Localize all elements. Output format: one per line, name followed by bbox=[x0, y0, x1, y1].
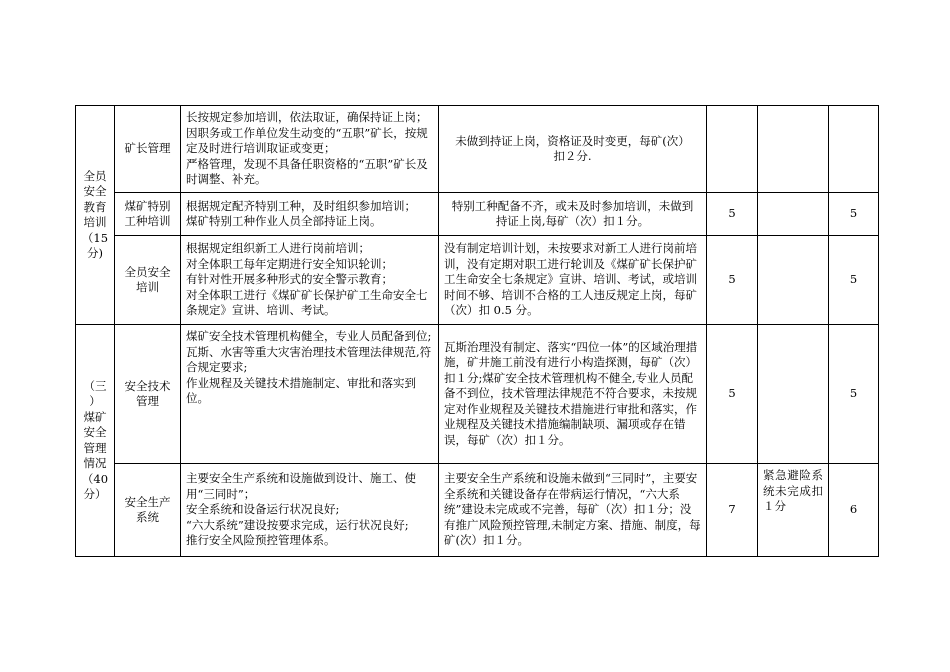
item-cell: 矿长管理 bbox=[115, 106, 181, 193]
score-cell: 5 bbox=[829, 236, 879, 325]
table-row bbox=[76, 325, 879, 464]
score-cell bbox=[829, 106, 879, 193]
standard-cell: 煤矿安全技术管理机构健全，专业人员配备到位; 瓦斯、水害等重大灾害治理技术管理法律规范,符合规定要求; 作业规程及关键技术措施制定、审批和落实到位。 bbox=[181, 325, 439, 464]
category-cell: （三 ） 煤矿 安全 管理 情况 （40 分） bbox=[76, 325, 115, 557]
table-row bbox=[76, 464, 879, 557]
standard-cell: 根据规定组织新工人进行岗前培训； 对全体职工每年定期进行安全知识轮训； 有针对性开展多种形式的安全警示教育； 对全体职工进行《煤矿矿长保护矿工生命安全七条规定》宣讲、培训、考试。 bbox=[181, 236, 439, 325]
item-cell: 安全生产 系统 bbox=[115, 464, 181, 557]
note-cell bbox=[758, 325, 829, 464]
standard-cell: 根据规定配齐特别工种，及时组织参加培训； 煤矿特别工种作业人员全部持证上岗。 bbox=[181, 193, 439, 236]
item-cell: 煤矿特别 工种培训 bbox=[115, 193, 181, 236]
table-row bbox=[76, 106, 879, 193]
table-row bbox=[76, 236, 879, 325]
item-cell: 全员安全 培训 bbox=[115, 236, 181, 325]
table-row bbox=[76, 193, 879, 236]
criteria-cell: 未做到持证上岗，资格证及时变更，每矿(次） 扣２分. bbox=[439, 106, 707, 193]
note-cell bbox=[758, 106, 829, 193]
category-cell: 全员 安全 教育 培训 （15 分) bbox=[76, 106, 115, 325]
standard-cell: 主要安全生产系统和设施做到设计、施工、使用“三同时”； 安全系统和设备运行状况良好; “六大系统”建设按要求完成，运行状况良好; 推行安全风险预控管理体系。 bbox=[181, 464, 439, 557]
note-cell bbox=[758, 193, 829, 236]
standard-score-cell: 7 bbox=[707, 464, 758, 557]
standard-score-cell: 5 bbox=[707, 193, 758, 236]
item-cell: 安全技术 管理 bbox=[115, 325, 181, 464]
note-cell bbox=[758, 236, 829, 325]
standard-score-cell bbox=[707, 106, 758, 193]
standard-score-cell: 5 bbox=[707, 325, 758, 464]
criteria-cell: 没有制定培训计划，未按要求对新工人进行岗前培训，没有定期对职工进行轮训及《煤矿矿长保护矿工生命安全七条规定》宣讲、培训、考试，或培训时间不够、培训不合格的工人违反规定上岗，每矿（次）扣 0.5 分。 bbox=[439, 236, 707, 325]
evaluation-table bbox=[75, 105, 879, 557]
criteria-cell: 特别工种配备不齐，或未及时参加培训，未做到 持证上岗,每矿（次）扣１分。 bbox=[439, 193, 707, 236]
standard-score-cell: 5 bbox=[707, 236, 758, 325]
standard-cell: 长按规定参加培训，依法取证，确保持证上岗； 因职务或工作单位发生动变的“五职”矿长，按规定及时进行培训取证或变更； 严格管理，发现不具备任职资格的“五职”矿长及时调整、补充。 bbox=[181, 106, 439, 193]
criteria-cell: 瓦斯治理没有制定、落实“四位一体”的区域治理措施，矿井施工前没有进行小构造探测，每矿（次）扣１分;煤矿安全技术管理机构不健全,专业人员配备不到位，技术管理法律规范不符合要求，未按规定对作业规程及关键技术措施进行审批和落实，作业规程及关键技术措施编制缺项、漏项或存在错误，每矿（次）扣１分。 bbox=[439, 325, 707, 464]
score-cell: 5 bbox=[829, 193, 879, 236]
note-cell: 紧急避险系统未完成扣１分 bbox=[758, 464, 829, 557]
score-cell: 5 bbox=[829, 325, 879, 464]
score-cell: 6 bbox=[829, 464, 879, 557]
criteria-cell: 主要安全生产系统和设施未做到“三同时”，主要安全系统和关键设备存在带病运行情况，“六大系统”建设未完成或不完善，每矿（次）扣１分；没有推广风险预控管理,未制定方案、措施、制度，每矿(次）扣１分。 bbox=[439, 464, 707, 557]
